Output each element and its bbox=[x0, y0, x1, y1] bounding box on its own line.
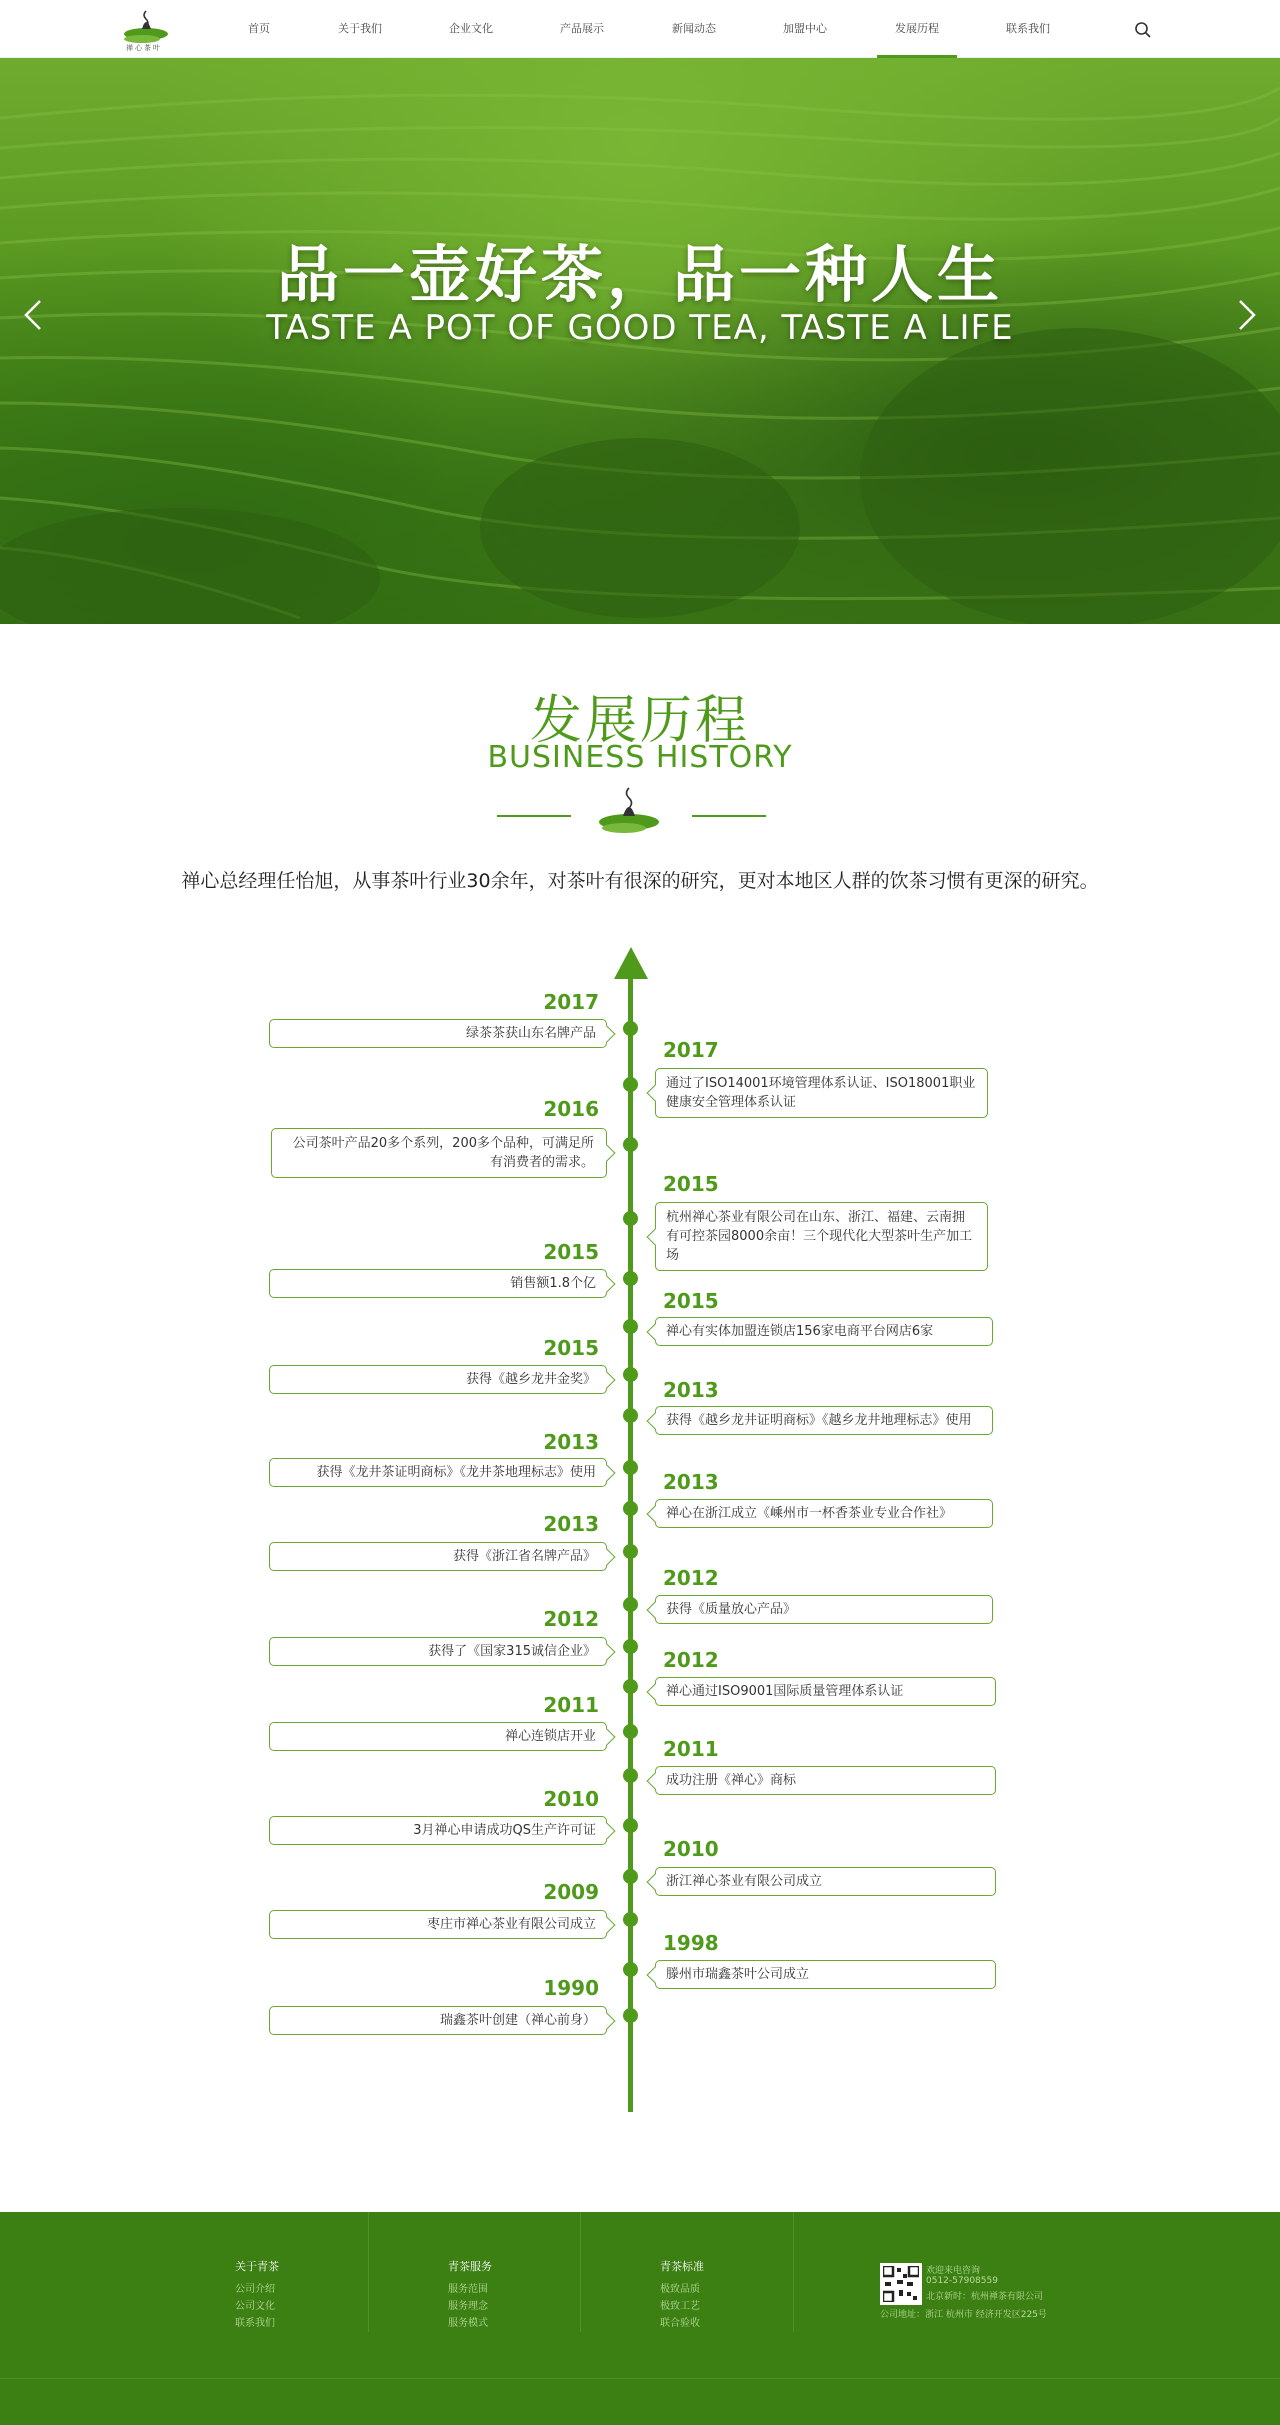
footer-col-title: 青茶服务 bbox=[448, 2260, 492, 2273]
footer-contact-line: 欢迎来电咨询 bbox=[926, 2266, 981, 2276]
timeline-year: 2011 bbox=[543, 1693, 599, 1717]
site-header bbox=[0, 0, 1280, 58]
timeline-year: 2012 bbox=[663, 1566, 719, 1590]
timeline-year: 1998 bbox=[663, 1931, 719, 1955]
timeline-dot bbox=[623, 1912, 638, 1927]
timeline-year: 2015 bbox=[543, 1240, 599, 1264]
timeline-entry: 禅心连锁店开业 bbox=[269, 1722, 607, 1751]
timeline-dot bbox=[623, 1367, 638, 1382]
timeline-year: 2010 bbox=[543, 1787, 599, 1811]
intro-text: 禅心总经理任怡旭，从事茶叶行业30余年，对茶叶有很深的研究，更对本地区人群的饮茶习惯有更深的研究。 bbox=[181, 870, 1099, 892]
timeline-year: 2012 bbox=[543, 1607, 599, 1631]
footer-divider bbox=[793, 2212, 794, 2332]
qr-code-icon bbox=[880, 2263, 922, 2305]
footer-link[interactable]: 服务模式 bbox=[448, 2318, 488, 2329]
timeline-dot bbox=[623, 1724, 638, 1739]
timeline-dot bbox=[623, 1768, 638, 1783]
timeline-dot bbox=[623, 1137, 638, 1152]
search-icon[interactable] bbox=[1134, 21, 1152, 39]
timeline-entry: 通过了ISO14001环境管理体系认证、ISO18001职业健康安全管理体系认证 bbox=[655, 1068, 988, 1118]
nav-home[interactable]: 首页 bbox=[248, 22, 270, 35]
banner-subtitle: TASTE A POT OF GOOD TEA, TASTE A LIFE bbox=[266, 308, 1014, 348]
timeline-dot bbox=[623, 1962, 638, 1977]
chevron-left-icon[interactable] bbox=[18, 295, 48, 335]
timeline-dot bbox=[623, 1639, 638, 1654]
timeline-dot bbox=[623, 2008, 638, 2023]
timeline-entry: 获得《龙井茶证明商标》《龙井茶地理标志》使用 bbox=[269, 1458, 607, 1487]
timeline-year: 2011 bbox=[663, 1737, 719, 1761]
timeline-year: 1990 bbox=[543, 1976, 599, 2000]
timeline-dot bbox=[623, 1021, 638, 1036]
timeline-entry: 禅心在浙江成立《嵊州市一杯香茶业专业合作社》 bbox=[655, 1499, 993, 1528]
timeline-year: 2013 bbox=[543, 1430, 599, 1454]
footer-col-title: 关于青茶 bbox=[235, 2260, 279, 2273]
logo-text: 禅心茶叶 bbox=[126, 44, 162, 52]
footer-divider bbox=[580, 2212, 581, 2332]
timeline-entry: 销售额1.8个亿 bbox=[269, 1269, 607, 1298]
banner-title: 品一壶好茶，品一种人生 bbox=[276, 238, 1003, 311]
timeline-entry: 获得了《国家315诚信企业》 bbox=[269, 1637, 607, 1666]
nav-about[interactable]: 关于我们 bbox=[338, 22, 382, 35]
timeline-dot bbox=[623, 1597, 638, 1612]
timeline-year: 2015 bbox=[543, 1336, 599, 1360]
timeline-dot bbox=[623, 1869, 638, 1884]
footer-link[interactable]: 联系我们 bbox=[235, 2318, 275, 2329]
timeline-dot bbox=[623, 1501, 638, 1516]
footer-address: 公司地址：浙江 杭州市 经济开发区225号 bbox=[880, 2310, 1047, 2320]
timeline-year: 2016 bbox=[543, 1097, 599, 1121]
timeline-entry: 禅心通过ISO9001国际质量管理体系认证 bbox=[655, 1677, 996, 1706]
timeline-entry: 公司茶叶产品20多个系列，200多个品种，可满足所有消费者的需求。 bbox=[271, 1128, 607, 1178]
timeline-entry: 瑞鑫茶叶创建（禅心前身） bbox=[269, 2006, 607, 2035]
timeline-dot bbox=[623, 1319, 638, 1334]
site-footer bbox=[0, 2212, 1280, 2425]
timeline-entry: 获得《越乡龙井证明商标》《越乡龙井地理标志》使用 bbox=[655, 1406, 993, 1435]
footer-col-title: 青茶标准 bbox=[660, 2260, 704, 2273]
section-title-en: BUSINESS HISTORY bbox=[487, 740, 793, 775]
timeline-year: 2017 bbox=[543, 990, 599, 1014]
timeline-entry: 3月禅心申请成功QS生产许可证 bbox=[269, 1816, 607, 1845]
footer-phone: 0512-57908559 bbox=[926, 2276, 998, 2286]
footer-divider bbox=[368, 2212, 369, 2332]
chevron-right-icon[interactable] bbox=[1232, 295, 1262, 335]
title-divider-right bbox=[692, 815, 766, 817]
timeline-year: 2013 bbox=[663, 1470, 719, 1494]
timeline-year: 2013 bbox=[543, 1512, 599, 1536]
timeline-entry: 禅心有实体加盟连锁店156家电商平台网店6家 bbox=[655, 1317, 993, 1346]
footer-link[interactable]: 极致品质 bbox=[660, 2284, 700, 2295]
nav-franchise[interactable]: 加盟中心 bbox=[783, 22, 827, 35]
timeline-entry: 获得《质量放心产品》 bbox=[655, 1595, 993, 1624]
timeline-year: 2015 bbox=[663, 1172, 719, 1196]
footer-link[interactable]: 极致工艺 bbox=[660, 2301, 700, 2312]
timeline-entry: 获得《浙江省名牌产品》 bbox=[269, 1542, 607, 1571]
nav-contact[interactable]: 联系我们 bbox=[1006, 22, 1050, 35]
title-divider-left bbox=[497, 815, 571, 817]
nav-products[interactable]: 产品展示 bbox=[560, 22, 604, 35]
timeline-year: 2017 bbox=[663, 1038, 719, 1062]
section-title-cn: 发展历程 bbox=[529, 691, 750, 751]
timeline-year: 2012 bbox=[663, 1648, 719, 1672]
timeline-year: 2013 bbox=[663, 1378, 719, 1402]
tea-logo-icon bbox=[594, 782, 664, 838]
timeline-entry: 获得《越乡龙井金奖》 bbox=[269, 1365, 607, 1394]
timeline-dot bbox=[623, 1271, 638, 1286]
timeline-dot bbox=[623, 1544, 638, 1559]
nav-news[interactable]: 新闻动态 bbox=[672, 22, 716, 35]
timeline-dot bbox=[623, 1408, 638, 1423]
timeline-year: 2010 bbox=[663, 1837, 719, 1861]
footer-link[interactable]: 公司文化 bbox=[235, 2301, 275, 2312]
timeline-entry: 浙江禅心茶业有限公司成立 bbox=[655, 1867, 996, 1896]
nav-history[interactable]: 发展历程 bbox=[877, 0, 957, 58]
footer-link[interactable]: 联合验收 bbox=[660, 2318, 700, 2329]
timeline-entry: 滕州市瑞鑫茶叶公司成立 bbox=[655, 1960, 996, 1989]
footer-link[interactable]: 服务范围 bbox=[448, 2284, 488, 2295]
hero-banner bbox=[0, 58, 1280, 624]
timeline-dot bbox=[623, 1460, 638, 1475]
timeline-entry: 绿茶茶获山东名牌产品 bbox=[269, 1019, 607, 1048]
timeline-entry: 成功注册《禅心》商标 bbox=[655, 1766, 996, 1795]
footer-bottom-divider bbox=[0, 2378, 1280, 2379]
timeline-dot bbox=[623, 1077, 638, 1092]
timeline-dot bbox=[623, 1818, 638, 1833]
timeline-entry: 杭州禅心茶业有限公司在山东、浙江、福建、云南拥有可控茶园8000余亩！三个现代化大型茶叶生产加工场 bbox=[655, 1202, 988, 1271]
footer-link[interactable]: 公司介绍 bbox=[235, 2284, 275, 2295]
timeline-entry: 枣庄市禅心茶业有限公司成立 bbox=[269, 1910, 607, 1939]
timeline-year: 2009 bbox=[543, 1880, 599, 1904]
footer-link[interactable]: 服务理念 bbox=[448, 2301, 488, 2312]
timeline-year: 2015 bbox=[663, 1289, 719, 1313]
timeline-dot bbox=[623, 1211, 638, 1226]
nav-culture[interactable]: 企业文化 bbox=[449, 22, 493, 35]
footer-contact-line: 北京新时：杭州禅茶有限公司 bbox=[926, 2292, 1044, 2302]
timeline-dot bbox=[623, 1679, 638, 1694]
